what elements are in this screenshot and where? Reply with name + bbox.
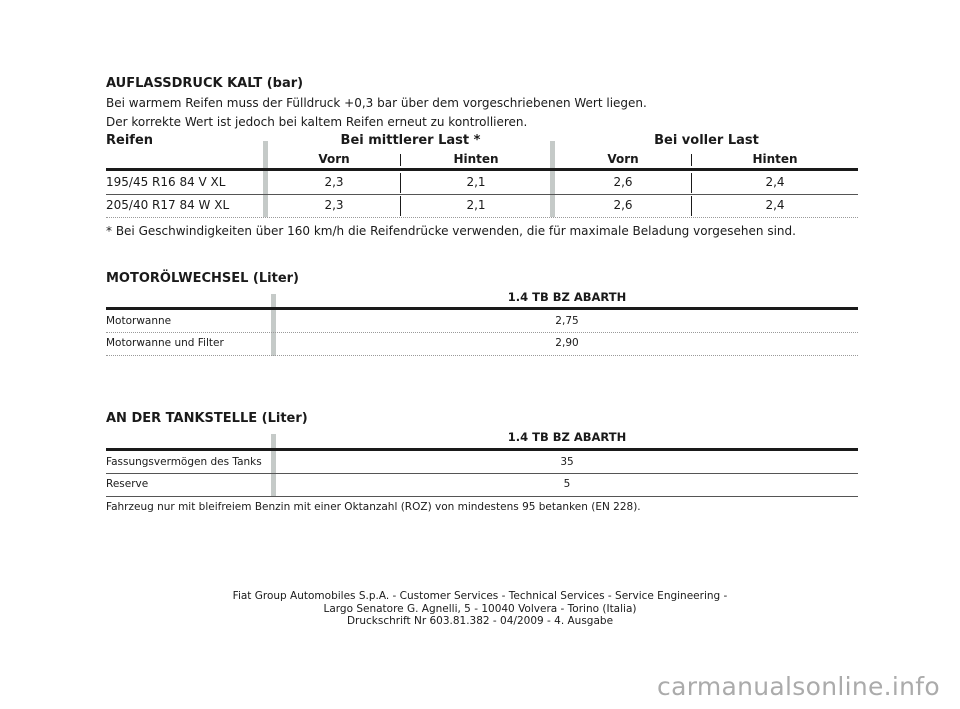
- subheader-full-front: Vorn: [607, 152, 639, 166]
- watermark-text: carmanualsonline.info: [657, 672, 940, 701]
- column-header-medium-load: Bei mittlerer Last *: [340, 133, 481, 148]
- subheader-medium-front: Vorn: [318, 152, 350, 166]
- column-header-tire: Reifen: [106, 133, 154, 148]
- table-rule: [106, 168, 858, 171]
- engine-header: 1.4 TB BZ ABARTH: [507, 430, 627, 444]
- subheader-medium-rear: Hinten: [453, 152, 499, 166]
- table-rule: [106, 473, 858, 474]
- footer-line-print-number: Druckschrift Nr 603.81.382 - 04/2009 - 4. Ausgabe: [346, 615, 614, 627]
- fuel-row-value: 35: [560, 456, 574, 468]
- pressure-cell: 2,6: [613, 198, 633, 212]
- footer-line-company: Fiat Group Automobiles S.p.A. - Customer Services - Technical Services - Service Engineering -: [232, 590, 728, 602]
- pressure-cell: 2,6: [613, 175, 633, 189]
- oil-row-value: 2,75: [555, 315, 579, 327]
- fuel-note: Fahrzeug nur mit bleifreiem Benzin mit einer Oktanzahl (ROZ) von mindestens 95 betanken (EN 228).: [106, 501, 641, 513]
- table-rule: [106, 307, 858, 310]
- tire-pressure-note-cold: Der korrekte Wert ist jedoch bei kaltem Reifen erneut zu kontrollieren.: [106, 115, 528, 129]
- footer-line-address: Largo Senatore G. Agnelli, 5 - 10040 Volvera - Torino (Italia): [323, 603, 637, 615]
- pressure-cell: 2,4: [765, 175, 785, 189]
- tire-size-cell: 205/40 R17 84 W XL: [106, 198, 230, 212]
- table-rule: [106, 332, 858, 333]
- table-rule: [106, 355, 858, 356]
- table-rule: [106, 448, 858, 451]
- fuel-row-label: Fassungsvermögen des Tanks: [106, 456, 262, 468]
- tire-pressure-footnote: * Bei Geschwindigkeiten über 160 km/h die Reifendrücke verwenden, die für maximale Beladung vorgesehen sind.: [106, 224, 796, 238]
- pressure-cell: 2,3: [324, 175, 344, 189]
- fuel-row-label: Reserve: [106, 478, 149, 490]
- table-rule: [106, 496, 858, 497]
- pressure-cell: 2,4: [765, 198, 785, 212]
- engine-header: 1.4 TB BZ ABARTH: [507, 290, 627, 304]
- pressure-cell: 2,1: [466, 198, 486, 212]
- pressure-cell: 2,1: [466, 175, 486, 189]
- column-header-full-load: Bei voller Last: [654, 133, 759, 148]
- fuel-title: AN DER TANKSTELLE (Liter): [106, 411, 308, 426]
- table-rule: [106, 194, 858, 195]
- tire-pressure-note-warm: Bei warmem Reifen muss der Fülldruck +0,3 bar über dem vorgeschriebenen Wert liegen.: [106, 96, 647, 110]
- oil-row-label: Motorwanne und Filter: [106, 337, 224, 349]
- fuel-row-value: 5: [563, 478, 571, 490]
- oil-row-label: Motorwanne: [106, 315, 172, 327]
- pressure-cell: 2,3: [324, 198, 344, 212]
- table-rule: [106, 217, 858, 218]
- oil-change-title: MOTORÖLWECHSEL (Liter): [106, 271, 300, 286]
- tire-size-cell: 195/45 R16 84 V XL: [106, 175, 226, 189]
- subheader-full-rear: Hinten: [752, 152, 798, 166]
- tire-pressure-title: AUFLASSDRUCK KALT (bar): [106, 76, 304, 91]
- oil-row-value: 2,90: [555, 337, 579, 349]
